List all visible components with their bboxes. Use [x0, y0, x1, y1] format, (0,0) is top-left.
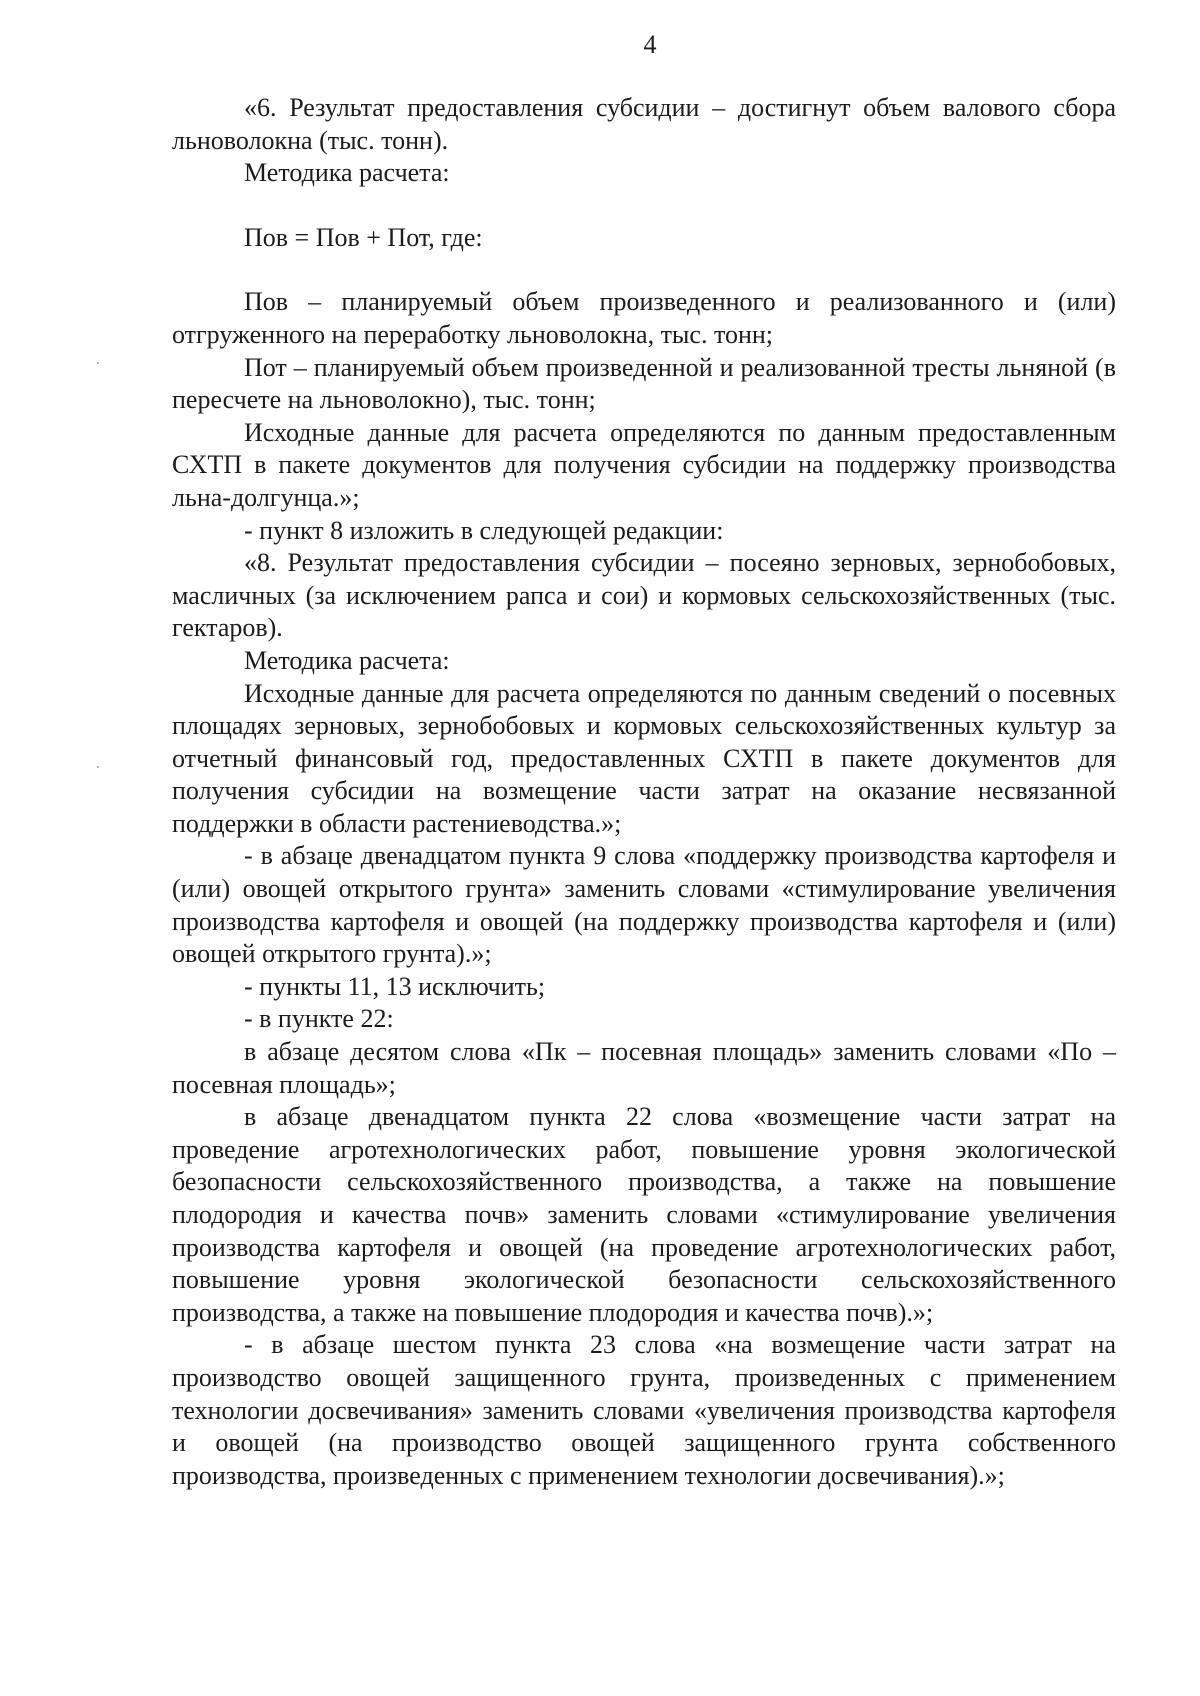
paragraph: Методика расчета:: [244, 645, 450, 675]
document-body: [172, 92, 1116, 1492]
formula: Пов = Пов + Пот, где:: [244, 222, 483, 252]
scan-speck: [97, 362, 99, 364]
paragraph: в абзаце десятом слова «Пк – посевная площадь» заменить словами «По – посевная площадь»;: [172, 1037, 1116, 1099]
paragraph: Исходные данные для расчета определяются по данным сведений о посевных площадях зерновых, зернобобовых и кормовых сельскохозяйственных культур за отчетный финансовый год, предоставленных СХТП в пакете документов для получения субсидии на возмещение части затрат на оказание несвязанной поддержки в области растениеводства.»;: [172, 678, 1116, 838]
paragraph: Методика расчета:: [244, 158, 450, 188]
paragraph: - в пункте 22:: [244, 1004, 394, 1034]
paragraph: - пункт 8 изложить в следующей редакции:: [244, 515, 724, 545]
paragraph: - в абзаце двенадцатом пункта 9 слова «поддержку производства картофеля и (или) овощей открытого грунта» заменить словами «стимулирование увеличения производства картофеля и овощей (на поддержку производства картофеля и (или) овощей открытого грунта).»;: [172, 841, 1116, 969]
paragraph: Исходные данные для расчета определяются по данным предоставленным СХТП в пакете документов для получения субсидии на поддержку производства льна-долгунца.»;: [172, 417, 1116, 512]
paragraph: в абзаце двенадцатом пункта 22 слова «возмещение части затрат на проведение агротехнологических работ, повышение уровня экологической безопасности сельскохозяйственного производства, а также на повышение плодородия и качества почв» заменить словами «стимулирование увеличения производства картофеля и овощей (на проведение агротехнологических работ, повышение уровня экологической безопасности сельскохозяйственного производства, а также на повышение плодородия и качества почв).»;: [172, 1102, 1116, 1327]
paragraph: - пункты 11, 13 исключить;: [244, 971, 546, 1001]
paragraph: Пов – планируемый объем произведенного и реализованного и (или) отгруженного на переработку льноволокна, тыс. тонн;: [172, 287, 1116, 349]
scan-speck: [97, 766, 99, 768]
paragraph: «6. Результат предоставления субсидии – достигнут объем валового сбора льноволокна (тыс. тонн).: [172, 93, 1116, 155]
paragraph: Пот – планируемый объем произведенной и реализованной тресты льняной (в пересчете на льноволокно), тыс. тонн;: [172, 352, 1116, 415]
paragraph: «8. Результат предоставления субсидии – посеяно зерновых, зернобобовых, масличных (за исключением рапса и сои) и кормовых сельскохозяйственных (тыс. гектаров).: [172, 548, 1116, 643]
paragraph: - в абзаце шестом пункта 23 слова «на возмещение части затрат на производство овощей защищенного грунта, произведенных с применением технологии досвечивания» заменить словами «увеличения производства картофеля и овощей (на производство овощей защищенного грунта собственного производства, произведенных с применением технологии досвечивания).»;: [172, 1330, 1116, 1490]
page-number: 4: [643, 30, 657, 59]
